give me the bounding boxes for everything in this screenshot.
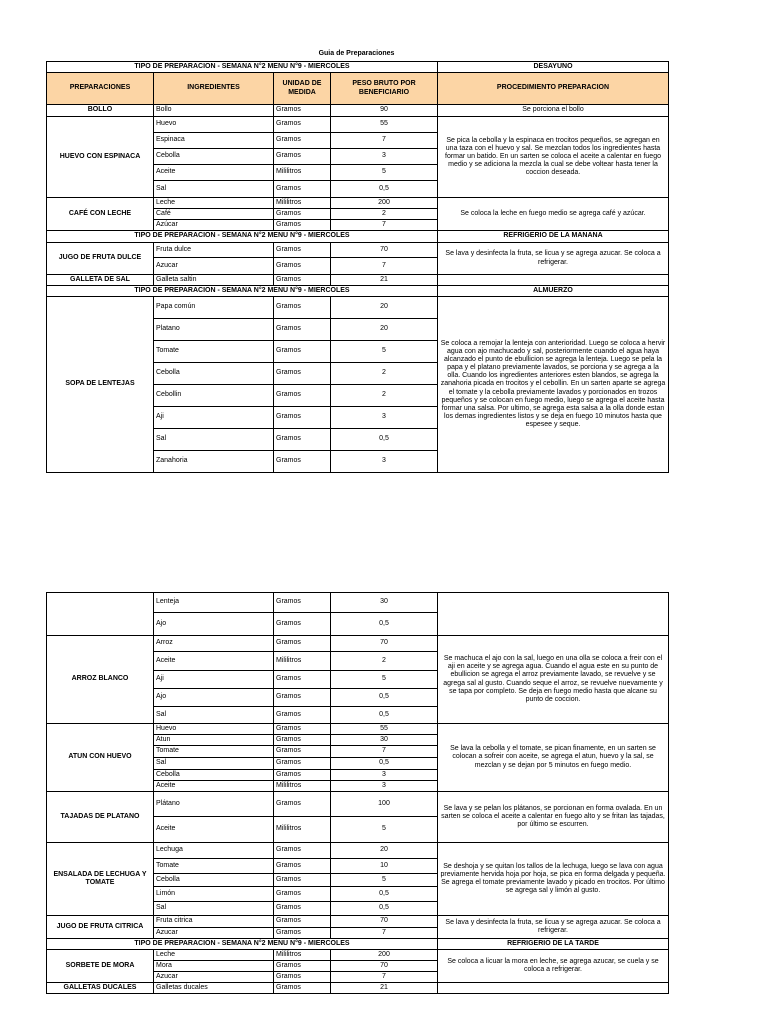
ingredient-row bbox=[47, 105, 669, 117]
ingredient-name: Azucar bbox=[154, 928, 274, 939]
ingredient-unit: Gramos bbox=[274, 319, 331, 341]
ingredient-name: Cebollin bbox=[154, 385, 274, 407]
ingredient-row bbox=[47, 198, 669, 209]
ingredient-quantity: 7 bbox=[331, 258, 438, 275]
ingredient-unit: Gramos bbox=[274, 593, 331, 613]
ingredient-unit: Gramos bbox=[274, 181, 331, 198]
ingredient-unit: Gramos bbox=[274, 243, 331, 258]
ingredient-quantity: 90 bbox=[331, 105, 438, 117]
dish-name: JUGO DE FRUTA DULCE bbox=[47, 243, 154, 275]
ingredient-row bbox=[47, 275, 669, 286]
ingredient-row bbox=[47, 593, 669, 613]
procedure-text bbox=[438, 275, 669, 286]
ingredient-name: Cebolla bbox=[154, 149, 274, 165]
ingredient-unit: Gramos bbox=[274, 341, 331, 363]
dish-name: BOLLO bbox=[47, 105, 154, 117]
ingredient-unit: Gramos bbox=[274, 149, 331, 165]
dish-name: ATUN CON HUEVO bbox=[47, 724, 154, 792]
meal-label: ALMUERZO bbox=[438, 286, 669, 297]
ingredient-quantity: 30 bbox=[331, 735, 438, 746]
ingredient-name: Mora bbox=[154, 961, 274, 972]
procedure-text bbox=[438, 593, 669, 636]
ingredient-quantity: 3 bbox=[331, 781, 438, 792]
ingredient-unit: Gramos bbox=[274, 735, 331, 746]
ingredient-unit: Gramos bbox=[274, 874, 331, 887]
ingredient-name: Ajo bbox=[154, 689, 274, 707]
col-header-preparaciones: PREPARACIONES bbox=[47, 73, 154, 105]
procedure-text: Se lava y desinfecta la fruta, se licua y se agrega azucar. Se coloca a refrigerar. bbox=[438, 243, 669, 275]
menu-header-row bbox=[47, 231, 669, 243]
menu-type-label: TIPO DE PREPARACION - SEMANA N°2 MENU N°9 - MIERCOLES bbox=[47, 286, 438, 297]
ingredient-name: Azucar bbox=[154, 972, 274, 983]
ingredient-unit: Gramos bbox=[274, 297, 331, 319]
column-header-row bbox=[47, 73, 669, 105]
ingredient-quantity: 20 bbox=[331, 297, 438, 319]
ingredient-quantity: 100 bbox=[331, 792, 438, 817]
dish-name: SORBETE DE MORA bbox=[47, 950, 154, 983]
col-header-ingredientes: INGREDIENTES bbox=[154, 73, 274, 105]
ingredient-name: Cebolla bbox=[154, 770, 274, 781]
ingredient-quantity: 5 bbox=[331, 165, 438, 181]
ingredient-row bbox=[47, 983, 669, 994]
ingredient-unit: Gramos bbox=[274, 671, 331, 689]
ingredient-quantity: 2 bbox=[331, 209, 438, 220]
ingredient-row bbox=[47, 916, 669, 928]
menu-header-row bbox=[47, 286, 669, 297]
procedure-text: Se lava y desinfecta la fruta, se licua y se agrega azucar. Se coloca a refrigerar. bbox=[438, 916, 669, 939]
ingredient-name: Lechuga bbox=[154, 843, 274, 859]
ingredient-unit: Gramos bbox=[274, 928, 331, 939]
menu-type-label: TIPO DE PREPARACION - SEMANA N°2 MENU N°9 - MIERCOLES bbox=[47, 939, 438, 950]
dish-name: JUGO DE FRUTA CITRICA bbox=[47, 916, 154, 939]
meal-label: REFRIGERIO DE LA MANANA bbox=[438, 231, 669, 243]
meal-label: DESAYUNO bbox=[438, 62, 669, 73]
ingredient-quantity: 2 bbox=[331, 363, 438, 385]
ingredient-name: Sal bbox=[154, 707, 274, 724]
menu-type-label: TIPO DE PREPARACION - SEMANA N°2 MENU N°9 - MIERCOLES bbox=[47, 231, 438, 243]
dish-name: HUEVO CON ESPINACA bbox=[47, 117, 154, 198]
ingredient-quantity: 2 bbox=[331, 652, 438, 671]
ingredient-unit: Gramos bbox=[274, 275, 331, 286]
ingredient-quantity: 2 bbox=[331, 385, 438, 407]
ingredient-unit: Gramos bbox=[274, 887, 331, 902]
ingredient-unit: Mililitros bbox=[274, 652, 331, 671]
procedure-text: Se porciona el bollo bbox=[438, 105, 669, 117]
ingredient-unit: Gramos bbox=[274, 429, 331, 451]
ingredient-row bbox=[47, 117, 669, 133]
ingredient-unit: Gramos bbox=[274, 636, 331, 652]
procedure-text: Se machuca el ajo con la sal, luego en una olla se coloca a freir con el aji en aceite y se agrega agua. Cuando el agua este en su punto de ebullicion se agrega el arroz previamente lavado, se revuelve y se agrega sal al gusto. Cuando seque el arroz, se revuelve nuevamente y se tapa por completo. Se deja en fuego medio hasta que alcane su punto de coccion. bbox=[438, 636, 669, 724]
ingredient-unit: Gramos bbox=[274, 407, 331, 429]
procedure-text: Se lava la cebolla y el tomate, se pican finamente, en un sarten se colocan a sofreir con aceite, se agrega el atun, huevo y la sal, se mezclan y se dejan por 5 minutos en fuego medio. bbox=[438, 724, 669, 792]
ingredient-unit: Mililitros bbox=[274, 198, 331, 209]
ingredient-unit: Gramos bbox=[274, 902, 331, 916]
ingredient-quantity: 0,5 bbox=[331, 902, 438, 916]
ingredient-quantity: 70 bbox=[331, 916, 438, 928]
ingredient-name: Huevo bbox=[154, 724, 274, 735]
ingredient-name: Sal bbox=[154, 429, 274, 451]
ingredient-quantity: 70 bbox=[331, 636, 438, 652]
ingredient-quantity: 200 bbox=[331, 950, 438, 961]
ingredient-quantity: 0,5 bbox=[331, 429, 438, 451]
ingredient-name: Aceite bbox=[154, 165, 274, 181]
ingredient-unit: Gramos bbox=[274, 961, 331, 972]
ingredient-unit: Gramos bbox=[274, 983, 331, 994]
ingredient-name: Platano bbox=[154, 319, 274, 341]
preparations-table-page-2 bbox=[46, 592, 669, 994]
ingredient-name: Arroz bbox=[154, 636, 274, 652]
ingredient-unit: Gramos bbox=[274, 613, 331, 636]
ingredient-unit: Gramos bbox=[274, 209, 331, 220]
ingredient-name: Fruta citrica bbox=[154, 916, 274, 928]
ingredient-unit: Gramos bbox=[274, 859, 331, 874]
ingredient-row bbox=[47, 950, 669, 961]
ingredient-unit: Gramos bbox=[274, 363, 331, 385]
procedure-text: Se pica la cebolla y la espinaca en trocitos pequeños, se agregan en una taza con el huevo y sal. Se mezclan todos los ingredientes hasta formar un batido. En un sarten se coloca el aceite a calentar en fuego medio y se adiciona la mezcla la cual se debe voltear hasta tener la coccion deseada. bbox=[438, 117, 669, 198]
ingredient-unit: Gramos bbox=[274, 758, 331, 770]
ingredient-unit: Gramos bbox=[274, 258, 331, 275]
ingredient-unit: Gramos bbox=[274, 385, 331, 407]
ingredient-unit: Mililitros bbox=[274, 817, 331, 843]
ingredient-quantity: 5 bbox=[331, 671, 438, 689]
ingredient-name: Aceite bbox=[154, 652, 274, 671]
document-title: Guia de Preparaciones bbox=[318, 50, 395, 57]
ingredient-name: Limón bbox=[154, 887, 274, 902]
ingredient-row bbox=[47, 792, 669, 817]
ingredient-name: Cebolla bbox=[154, 363, 274, 385]
dish-name: GALLETA DE SAL bbox=[47, 275, 154, 286]
ingredient-quantity: 55 bbox=[331, 724, 438, 735]
ingredient-unit: Gramos bbox=[274, 843, 331, 859]
ingredient-name: Plátano bbox=[154, 792, 274, 817]
procedure-text: Se coloca la leche en fuego medio se agrega café y azúcar. bbox=[438, 198, 669, 231]
ingredient-name: Sal bbox=[154, 902, 274, 916]
ingredient-quantity: 7 bbox=[331, 220, 438, 231]
procedure-text: Se coloca a licuar la mora en leche, se agrega azucar, se cuela y se coloca a refrigerar. bbox=[438, 950, 669, 983]
ingredient-name: Papa común bbox=[154, 297, 274, 319]
ingredient-quantity: 10 bbox=[331, 859, 438, 874]
ingredient-name: Tomate bbox=[154, 746, 274, 758]
ingredient-unit: Gramos bbox=[274, 117, 331, 133]
ingredient-name: Galleta saltin bbox=[154, 275, 274, 286]
ingredient-unit: Gramos bbox=[274, 972, 331, 983]
ingredient-quantity: 3 bbox=[331, 407, 438, 429]
ingredient-quantity: 70 bbox=[331, 243, 438, 258]
page-break bbox=[0, 484, 768, 592]
ingredient-quantity: 20 bbox=[331, 843, 438, 859]
ingredient-quantity: 7 bbox=[331, 133, 438, 149]
ingredient-name: Tomate bbox=[154, 859, 274, 874]
dish-name: SOPA DE LENTEJAS bbox=[47, 297, 154, 473]
procedure-text: Se deshoja y se quitan los tallos de la lechuga, luego se lava con agua previamente hervida hoja por hoja, se pica en forma delgada y pequeña. Se agrega el tomate previamente lavado y picado en trocitos. Por último se agrega sal y limón al gusto. bbox=[438, 843, 669, 916]
ingredient-quantity: 0,5 bbox=[331, 181, 438, 198]
ingredient-quantity: 7 bbox=[331, 928, 438, 939]
ingredient-name: Espinaca bbox=[154, 133, 274, 149]
ingredient-name: Fruta dulce bbox=[154, 243, 274, 258]
ingredient-unit: Mililitros bbox=[274, 950, 331, 961]
menu-type-label: TIPO DE PREPARACION - SEMANA N°2 MENU N°9 - MIERCOLES bbox=[47, 62, 438, 73]
ingredient-unit: Gramos bbox=[274, 770, 331, 781]
ingredient-quantity: 21 bbox=[331, 983, 438, 994]
ingredient-name: Azucar bbox=[154, 258, 274, 275]
ingredient-quantity: 70 bbox=[331, 961, 438, 972]
procedure-text: Se lava y se pelan los plátanos, se porcionan en forma ovalada. En un sarten se coloca el aceite a calentar en fuego alto y se fritan las tajadas, por último se escurren. bbox=[438, 792, 669, 843]
ingredient-quantity: 3 bbox=[331, 770, 438, 781]
procedure-text: Se coloca a remojar la lenteja con anterioridad. Luego se coloca a hervir agua con ajo machucado y sal, posteriormente cuando el agua haya alcanzado el punto de ebullicion se agrega la lenteja. Luego se pela la papa y el platano previamente lavados, se porciona y se agrega a la olla. Cuando los ingredientes anteriores esten blandos, se agrega la zanahoria picada en trocitos y el cebollin. En un sarten aparte se agrega el tomate y la cebolla previamente lavados y porcionados en trozos pequeños y se colocan en fuego medio, luego se agrega el aceite hasta formar una salsa. Por ultimo, se agrega esta salsa a la olla donde estan los demas ingredientes listos y se deja en fuego 10 minutos hasta que espesee y seque. bbox=[438, 297, 669, 473]
ingredient-name: Huevo bbox=[154, 117, 274, 133]
ingredient-quantity: 200 bbox=[331, 198, 438, 209]
ingredient-name: Aji bbox=[154, 671, 274, 689]
ingredient-name: Azúcar bbox=[154, 220, 274, 231]
ingredient-quantity: 55 bbox=[331, 117, 438, 133]
ingredient-unit: Gramos bbox=[274, 792, 331, 817]
ingredient-row bbox=[47, 843, 669, 859]
ingredient-name: Ajo bbox=[154, 613, 274, 636]
ingredient-unit: Gramos bbox=[274, 707, 331, 724]
ingredient-name: Aceite bbox=[154, 817, 274, 843]
ingredient-quantity: 0,5 bbox=[331, 689, 438, 707]
col-header-unidad: UNIDAD DE MEDIDA bbox=[274, 73, 331, 105]
ingredient-quantity: 30 bbox=[331, 593, 438, 613]
dish-name: ARROZ BLANCO bbox=[47, 636, 154, 724]
ingredient-unit: Mililitros bbox=[274, 165, 331, 181]
ingredient-unit: Mililitros bbox=[274, 781, 331, 792]
ingredient-unit: Gramos bbox=[274, 133, 331, 149]
ingredient-quantity: 7 bbox=[331, 746, 438, 758]
ingredient-quantity: 0,5 bbox=[331, 707, 438, 724]
preparations-table-page-1 bbox=[46, 61, 669, 473]
ingredient-unit: Gramos bbox=[274, 724, 331, 735]
menu-header-row bbox=[47, 62, 669, 73]
ingredient-name: Cebolla bbox=[154, 874, 274, 887]
dish-name bbox=[47, 593, 154, 636]
ingredient-name: Aceite bbox=[154, 781, 274, 792]
ingredient-name: Lenteja bbox=[154, 593, 274, 613]
ingredient-row bbox=[47, 243, 669, 258]
ingredient-quantity: 3 bbox=[331, 149, 438, 165]
ingredient-name: Zanahoria bbox=[154, 451, 274, 473]
ingredient-name: Sal bbox=[154, 181, 274, 198]
ingredient-name: Galletas ducales bbox=[154, 983, 274, 994]
ingredient-name: Sal bbox=[154, 758, 274, 770]
ingredient-name: Bollo bbox=[154, 105, 274, 117]
ingredient-quantity: 3 bbox=[331, 451, 438, 473]
ingredient-name: Tomate bbox=[154, 341, 274, 363]
ingredient-name: Aji bbox=[154, 407, 274, 429]
meal-label: REFRIGERIO DE LA TARDE bbox=[438, 939, 669, 950]
ingredient-name: Leche bbox=[154, 198, 274, 209]
menu-header-row bbox=[47, 939, 669, 950]
ingredient-quantity: 5 bbox=[331, 817, 438, 843]
ingredient-unit: Gramos bbox=[274, 220, 331, 231]
ingredient-row bbox=[47, 724, 669, 735]
ingredient-quantity: 5 bbox=[331, 341, 438, 363]
ingredient-unit: Gramos bbox=[274, 451, 331, 473]
ingredient-unit: Gramos bbox=[274, 916, 331, 928]
ingredient-name: Leche bbox=[154, 950, 274, 961]
ingredient-quantity: 0,5 bbox=[331, 887, 438, 902]
ingredient-unit: Gramos bbox=[274, 105, 331, 117]
ingredient-row bbox=[47, 636, 669, 652]
dish-name: GALLETAS DUCALES bbox=[47, 983, 154, 994]
col-header-peso: PESO BRUTO POR BENEFICIARIO bbox=[331, 73, 438, 105]
ingredient-unit: Gramos bbox=[274, 746, 331, 758]
ingredient-quantity: 21 bbox=[331, 275, 438, 286]
ingredient-quantity: 0,5 bbox=[331, 758, 438, 770]
ingredient-quantity: 0,5 bbox=[331, 613, 438, 636]
ingredient-quantity: 7 bbox=[331, 972, 438, 983]
dish-name: CAFÉ CON LECHE bbox=[47, 198, 154, 231]
col-header-procedimiento: PROCEDIMIENTO PREPARACION bbox=[438, 73, 669, 105]
ingredient-row bbox=[47, 297, 669, 319]
ingredient-unit: Gramos bbox=[274, 689, 331, 707]
dish-name: TAJADAS DE PLATANO bbox=[47, 792, 154, 843]
ingredient-quantity: 5 bbox=[331, 874, 438, 887]
procedure-text bbox=[438, 983, 669, 994]
ingredient-name: Atun bbox=[154, 735, 274, 746]
ingredient-quantity: 20 bbox=[331, 319, 438, 341]
ingredient-name: Café bbox=[154, 209, 274, 220]
dish-name: ENSALADA DE LECHUGA Y TOMATE bbox=[47, 843, 154, 916]
